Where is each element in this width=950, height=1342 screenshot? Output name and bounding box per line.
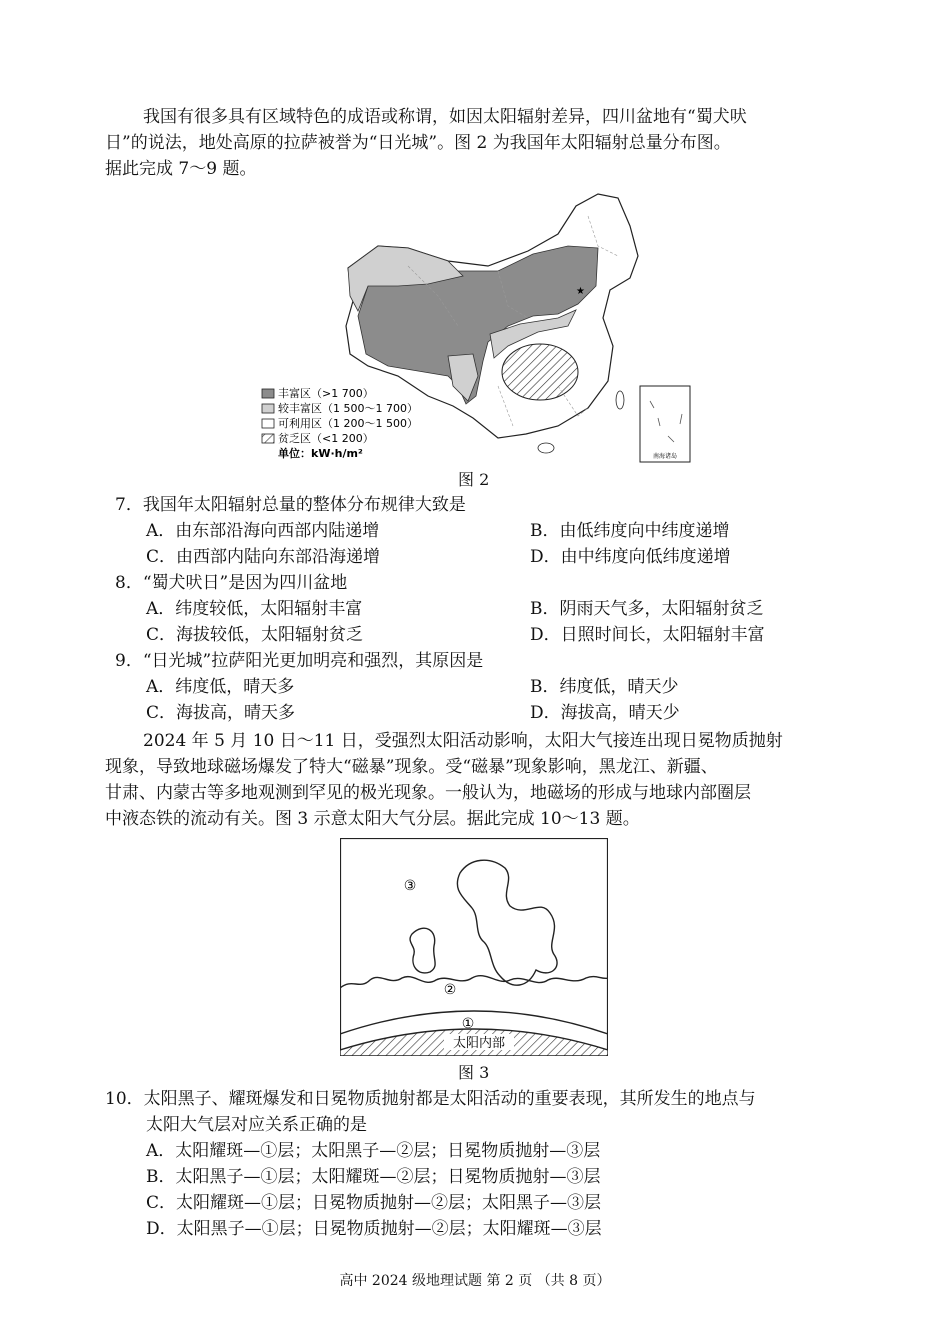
intro2-line-4: 中液态铁的流动有关。图 3 示意太阳大气分层。据此完成 10～13 题。 <box>105 809 640 829</box>
intro2-line-2: 现象，导致地球磁场爆发了特大“磁暴”现象。受“磁暴”现象影响，黑龙江、新疆、 <box>105 757 718 777</box>
q7-option-b: B．由低纬度向中纬度递增 <box>530 521 730 541</box>
legend-label-rich: 丰富区（>1 700） <box>278 387 374 400</box>
q10-option-d: D．太阳黑子—①层；日冕物质抛射—②层；太阳耀斑—③层 <box>146 1219 602 1239</box>
legend-swatch-rich <box>262 389 274 398</box>
q9-option-c: C．海拔高，晴天多 <box>146 703 296 723</box>
legend-label-relatively-rich: 较丰富区（1 500～1 700） <box>278 402 418 415</box>
q10-option-a: A．太阳耀斑—①层；太阳黑子—②层；日冕物质抛射—③层 <box>146 1141 601 1161</box>
corona-prominence-small <box>410 928 435 973</box>
legend-swatch-usable <box>262 419 274 428</box>
legend-label-poor: 贫乏区（<1 200） <box>278 432 374 445</box>
q7-option-c: C．由西部内陆向东部沿海递增 <box>146 547 381 567</box>
intro1-line-2: 日”的说法，地处高原的拉萨被誉为“日光城”。图 2 为我国年太阳辐射总量分布图。 <box>105 133 731 153</box>
label-layer-2: ② <box>443 982 457 998</box>
south-china-sea-inset <box>640 386 690 462</box>
figure3-caption: 图 3 <box>458 1063 490 1082</box>
china-solar-radiation-map <box>258 186 698 466</box>
map-taiwan <box>616 391 624 409</box>
q10-option-b: B．太阳黑子—①层；太阳耀斑—②层；日冕物质抛射—③层 <box>146 1167 601 1187</box>
q8-option-c: C．海拔较低，太阳辐射贫乏 <box>146 625 364 645</box>
legend-swatch-relatively-rich <box>262 404 274 413</box>
q9-stem: 9．“日光城”拉萨阳光更加明亮和强烈，其原因是 <box>115 651 484 671</box>
page-footer: 高中 2024 级地理试题 第 2 页 （共 8 页） <box>339 1273 611 1289</box>
map-legend <box>262 386 418 460</box>
map-poor-region <box>502 344 578 400</box>
q8-option-d: D．日照时间长，太阳辐射丰富 <box>530 625 765 645</box>
legend-unit: 单位：kW·h/m² <box>278 447 363 460</box>
q10-stem-line-1: 10．太阳黑子、耀斑爆发和日冕物质抛射都是太阳活动的重要表现，其所发生的地点与 <box>105 1089 756 1109</box>
q8-option-b: B．阴雨天气多，太阳辐射贫乏 <box>530 599 764 619</box>
legend-swatch-poor <box>262 434 274 443</box>
map-hainan <box>538 443 554 453</box>
label-layer-1: ① <box>461 1016 475 1032</box>
label-layer-3: ③ <box>403 878 417 894</box>
q8-stem: 8．“蜀犬吠日”是因为四川盆地 <box>115 573 348 593</box>
figure2-caption: 图 2 <box>458 470 490 489</box>
q10-option-c: C．太阳耀斑—①层；日冕物质抛射—②层；太阳黑子—③层 <box>146 1193 602 1213</box>
intro1-line-3: 据此完成 7～9 题。 <box>105 159 257 179</box>
q8-option-a: A．纬度较低，太阳辐射丰富 <box>146 599 363 619</box>
legend-label-usable: 可利用区（1 200～1 500） <box>278 417 418 430</box>
capital-star-icon: ★ <box>576 286 585 297</box>
q7-option-d: D．由中纬度向低纬度递增 <box>530 547 731 567</box>
inset-label: 南海诸岛 <box>652 453 678 460</box>
label-solar-interior: 太阳内部 <box>452 1036 506 1051</box>
q7-stem: 7．我国年太阳辐射总量的整体分布规律大致是 <box>115 495 466 515</box>
q10-stem-line-2: 太阳大气层对应关系正确的是 <box>146 1115 367 1135</box>
intro2-line-3: 甘肃、内蒙古等多地观测到罕见的极光现象。一般认为，地磁场的形成与地球内部圈层 <box>105 783 751 803</box>
solar-atmosphere-diagram <box>340 838 608 1056</box>
intro2-line-1: 2024 年 5 月 10 日～11 日，受强烈太阳活动影响，太阳大气接连出现日冕物质抛射 <box>143 731 783 751</box>
q9-option-d: D．海拔高，晴天少 <box>530 703 680 723</box>
q9-option-a: A．纬度低，晴天多 <box>146 677 295 697</box>
q9-option-b: B．纬度低，晴天少 <box>530 677 679 697</box>
intro1-line-1: 我国有很多具有区域特色的成语或称谓，如因太阳辐射差异，四川盆地有“蜀犬吠 <box>143 107 747 127</box>
q7-option-a: A．由东部沿海向西部内陆递增 <box>146 521 380 541</box>
